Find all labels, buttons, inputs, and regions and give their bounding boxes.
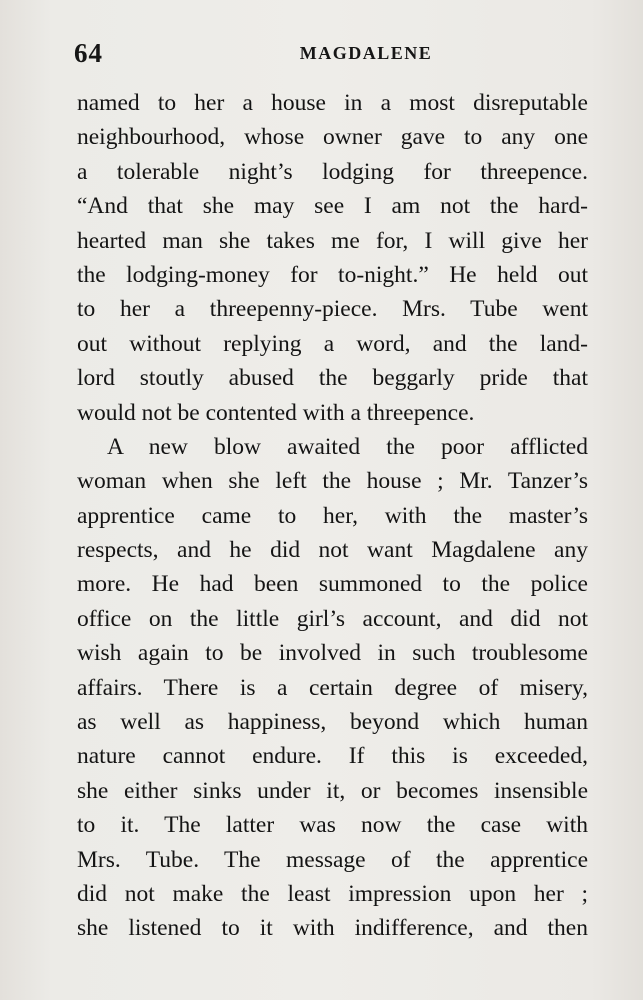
paragraph-2 — [77, 430, 588, 946]
text-line: respects, and he did not want Magdalene any — [77, 537, 588, 564]
text-line: A new blow awaited the poor afflicted — [107, 433, 588, 460]
text-line: more. He had been summoned to the police — [77, 571, 588, 598]
text-line: “And that she may see I am not the hard- — [77, 193, 588, 220]
text-line: the lodging-money for to-night.” He held out — [77, 261, 588, 288]
page-header — [74, 38, 588, 74]
page-number: 64 — [74, 38, 103, 68]
text-line: office on the little girl’s account, and did not — [77, 605, 588, 632]
text-line: would not be contented with a threepence. — [77, 399, 475, 426]
text-line: nature cannot endure. If this is exceeded, — [77, 743, 588, 770]
paragraph-1 — [77, 86, 588, 430]
text-line: out without replying a word, and the land- — [77, 330, 588, 357]
text-line: hearted man she takes me for, I will give her — [77, 227, 588, 254]
text-line: woman when she left the house ; Mr. Tanzer’s — [77, 468, 588, 495]
text-line: affairs. There is a certain degree of misery, — [77, 674, 588, 701]
text-line: lord stoutly abused the beggarly pride that — [77, 365, 588, 392]
body-text — [77, 86, 588, 946]
text-line: Mrs. Tube. The message of the apprentice — [77, 846, 588, 873]
text-line: as well as happiness, beyond which human — [77, 709, 588, 736]
text-line: did not make the least impression upon her ; — [77, 880, 588, 907]
text-line: a tolerable night’s lodging for threepence. — [77, 158, 588, 185]
text-line: to it. The latter was now the case with — [77, 812, 588, 839]
text-line: neighbourhood, whose owner gave to any one — [77, 124, 588, 151]
text-line: to her a threepenny-piece. Mrs. Tube went — [77, 296, 588, 323]
text-line: named to her a house in a most disreputable — [77, 90, 588, 116]
text-line: apprentice came to her, with the master’s — [77, 502, 588, 529]
running-title: MAGDALENE — [299, 43, 433, 63]
text-line: wish again to be involved in such troublesome — [77, 640, 588, 667]
text-line: she either sinks under it, or becomes insensible — [77, 777, 588, 804]
text-line: she listened to it with indifference, and then — [77, 915, 588, 942]
